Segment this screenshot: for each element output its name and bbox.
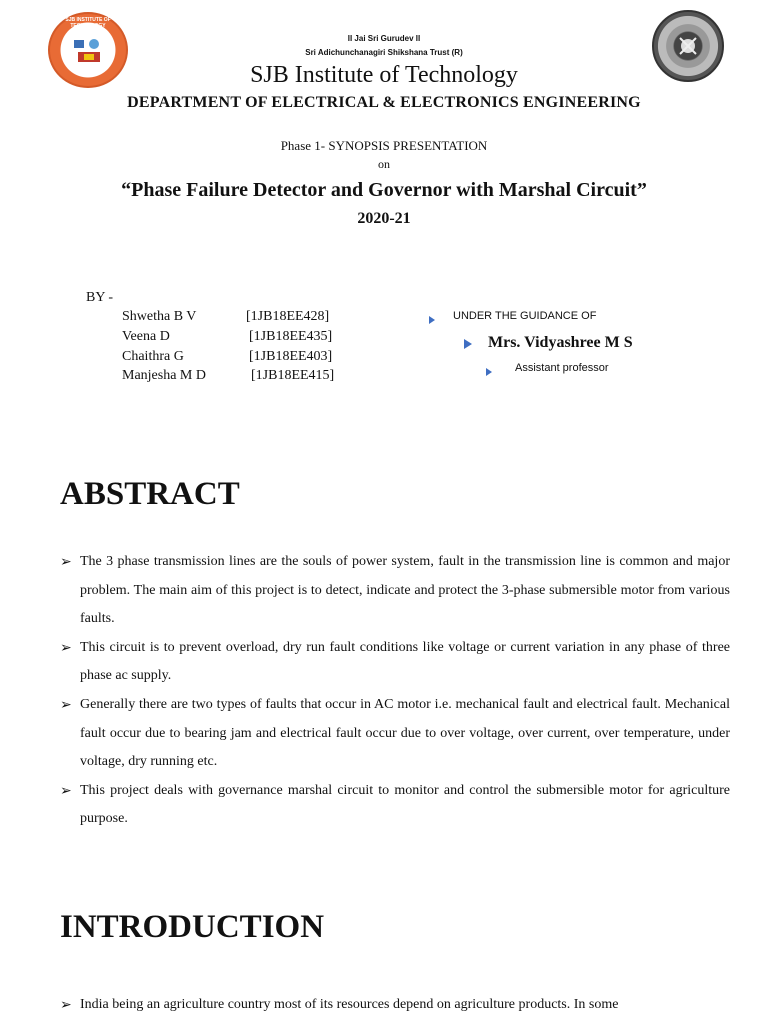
arrow-bullet-icon: ➢ (60, 696, 72, 713)
guidance-triangle-icon (429, 311, 435, 329)
arrow-bullet-icon: ➢ (60, 782, 72, 799)
abstract-point-text: This circuit is to prevent overload, dry run fault conditions like voltage or current variation in any phase of three phase ac supply. (80, 639, 730, 684)
team-list (122, 309, 382, 389)
phase-label: Phase 1- SYNOPSIS PRESENTATION (280, 138, 488, 153)
abstract-point (60, 691, 730, 777)
introduction-heading: INTRODUCTION (60, 909, 325, 945)
by-label: BY - (86, 290, 114, 305)
abstract-heading: ABSTRACT (60, 476, 240, 512)
member-name: Chaithra G (122, 349, 184, 364)
project-title: “Phase Failure Detector and Governor with Marshal Circuit” (121, 179, 647, 201)
abstract-point (60, 634, 730, 691)
logo-ring-text: SJB INSTITUTE OF TECHNOLOGY (65, 17, 111, 29)
member-usn: [1JB18EE403] (249, 349, 333, 364)
abstract-point-text: Generally there are two types of faults that occur in AC motor i.e. mechanical fault and electrical fault. Mechanical fault occur due to bearing jam and electrical fault occur due to over voltage, over current, over temperature, under voltage, dry running etc. (80, 696, 730, 770)
trust-name: Sri Adichunchanagiri Shikshana Trust (R) (305, 48, 463, 57)
abstract-point (60, 548, 730, 634)
guidance-label: UNDER THE GUIDANCE OF (453, 310, 597, 322)
member-usn: [1JB18EE435] (249, 329, 333, 344)
member-name: Shwetha B V (122, 309, 197, 324)
on-label: on (378, 157, 390, 171)
guide-name: Mrs. Vidyashree M S (488, 334, 633, 351)
introduction-list (60, 991, 730, 1020)
member-name: Veena D (122, 329, 170, 344)
member-usn: [1JB18EE428] (246, 309, 330, 324)
abstract-point (60, 777, 730, 834)
institute-name: SJB Institute of Technology (250, 62, 518, 88)
guide-designation: Assistant professor (515, 362, 609, 374)
arrow-bullet-icon: ➢ (60, 997, 72, 1013)
academic-year: 2020-21 (357, 210, 411, 227)
arrow-bullet-icon: ➢ (60, 639, 72, 656)
member-name: Manjesha M D (122, 368, 206, 383)
logo-bottom-text: SJBIT (79, 72, 97, 78)
introduction-point (60, 991, 730, 1020)
introduction-point-text: India being an agriculture country most of its resources depend on agriculture products. In some (80, 997, 619, 1012)
abstract-list (60, 548, 730, 834)
designation-triangle-icon (486, 363, 492, 381)
member-usn: [1JB18EE415] (251, 368, 335, 383)
abstract-point-text: This project deals with governance marshal circuit to monitor and control the submersible motor for agriculture purpose. (80, 782, 730, 827)
invocation-line: II Jai Sri Gurudev II (347, 34, 421, 43)
guide-triangle-icon (464, 336, 472, 354)
department-name: DEPARTMENT OF ELECTRICAL & ELECTRONICS ENGINEERING (127, 94, 641, 111)
arrow-bullet-icon: ➢ (60, 554, 72, 570)
abstract-point-text: The 3 phase transmission lines are the souls of power system, fault in the transmission line is common and major problem. The main aim of this project is to detect, indicate and protect the 3-phase submersible motor from various faults. (80, 554, 730, 627)
